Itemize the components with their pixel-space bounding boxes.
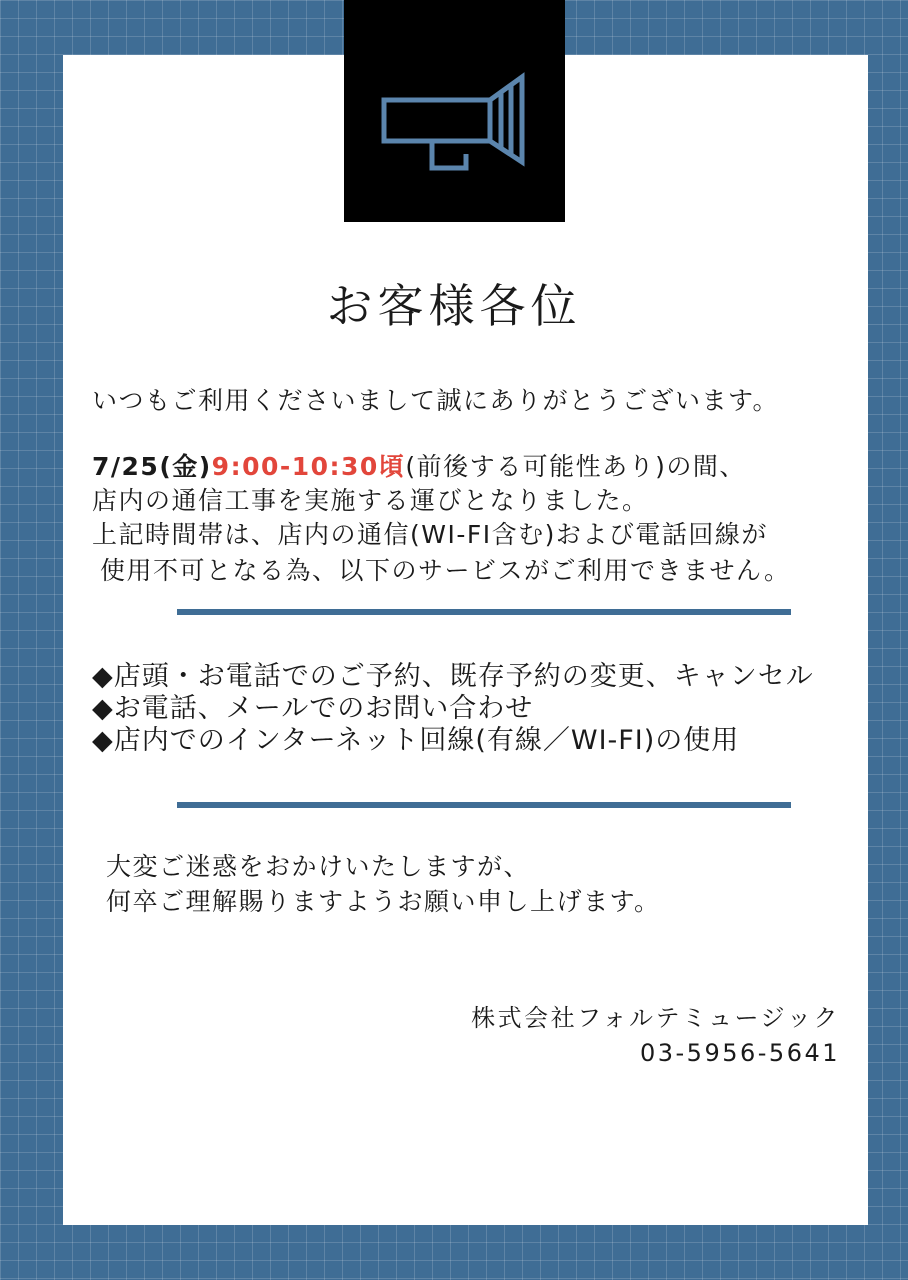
schedule-note: (前後する可能性あり)の間、 bbox=[405, 452, 746, 481]
greeting-text: いつもご利用くださいまして誠にありがとうございます。 bbox=[92, 386, 780, 415]
body-line: 使用不可となる為、以下のサービスがご利用できません。 bbox=[100, 556, 791, 585]
phone-number: 03-5956-5641 bbox=[639, 1039, 840, 1067]
notice-title: お客様各位 bbox=[326, 279, 582, 333]
megaphone-icon bbox=[344, 0, 565, 222]
schedule-date: 7/25(金) bbox=[92, 452, 212, 481]
company-name: 株式会社フォルテミュージック bbox=[471, 1004, 840, 1032]
divider bbox=[177, 802, 791, 808]
schedule-line bbox=[92, 450, 746, 484]
body-line: 店内の通信工事を実施する運びとなりました。 bbox=[92, 486, 649, 515]
service-item: ◆お電話、メールでのお問い合わせ bbox=[92, 693, 534, 724]
service-item: ◆店頭・お電話でのご予約、既存予約の変更、キャンセル bbox=[92, 661, 814, 692]
divider bbox=[177, 609, 791, 615]
schedule-time: 9:00-10:30頃 bbox=[211, 452, 406, 481]
service-item: ◆店内でのインターネット回線(有線／WI-FI)の使用 bbox=[92, 725, 740, 756]
closing-line: 大変ご迷惑をおかけいたしますが、 bbox=[106, 852, 531, 881]
header-icon-block bbox=[344, 0, 565, 222]
closing-line: 何卒ご理解賜りますようお願い申し上げます。 bbox=[106, 887, 661, 916]
body-line: 上記時間帯は、店内の通信(WI-FI含む)および電話回線が bbox=[92, 520, 768, 549]
